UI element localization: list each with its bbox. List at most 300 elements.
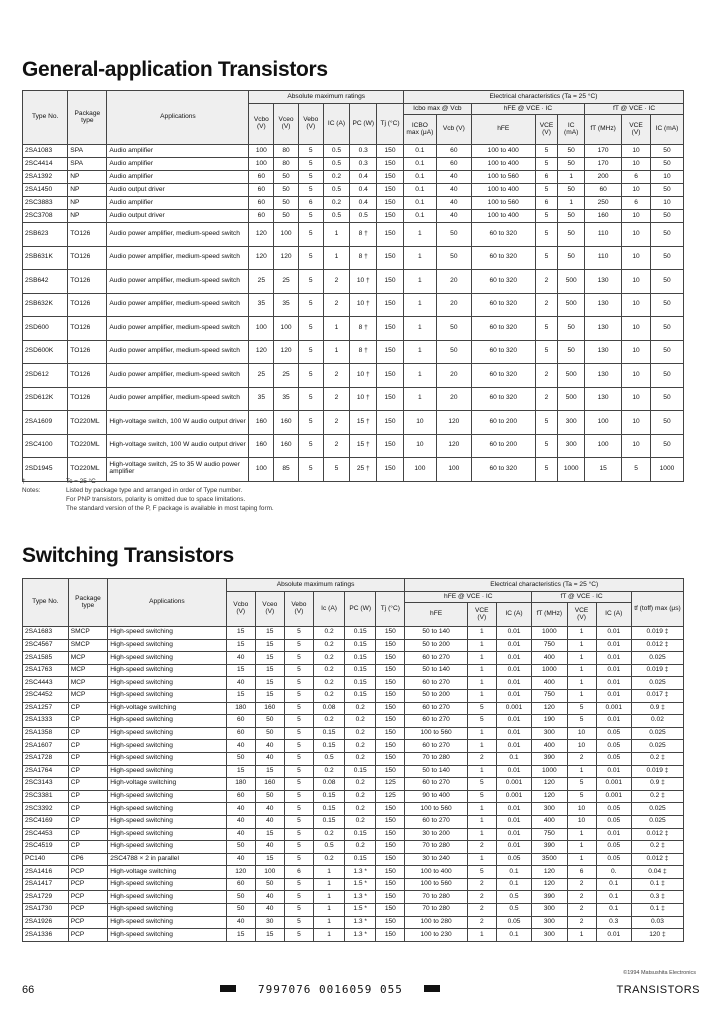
table-cell: 10	[622, 293, 651, 317]
table-cell: SMCP	[68, 639, 107, 652]
table-cell: CP	[68, 778, 107, 791]
table-cell: 2	[535, 387, 558, 411]
table-cell: 2SC4519	[23, 841, 69, 854]
table-cell: Audio output driver	[107, 184, 249, 197]
table-cell: 130	[585, 270, 622, 294]
table-cell: 200	[585, 171, 622, 184]
table-cell: High-speed switching	[108, 740, 226, 753]
table-row	[23, 828, 684, 841]
table-cell: 0.01	[496, 740, 531, 753]
table-cell: 150	[376, 916, 405, 929]
table-row	[23, 853, 684, 866]
col-ft-vce: VCE (V)	[567, 603, 596, 627]
col-hfe-ic: IC (mA)	[558, 115, 585, 145]
table-cell: 2	[467, 752, 496, 765]
table-cell: 50	[226, 891, 255, 904]
table-cell: 60 to 320	[471, 293, 535, 317]
table-row	[23, 929, 684, 942]
table-cell: 150	[377, 223, 404, 247]
table-cell: 8 †	[350, 317, 377, 341]
table-cell: Audio output driver	[107, 210, 249, 223]
table-cell: 50	[650, 293, 683, 317]
table-cell: 0.01	[596, 689, 631, 702]
table-cell: 100 to 230	[405, 929, 467, 942]
table-cell: 100	[255, 866, 284, 879]
col-ft-ic: IC (A)	[596, 603, 631, 627]
table-cell: 0.15	[345, 689, 376, 702]
table-cell: 5	[298, 317, 323, 341]
table-cell: 10	[622, 434, 651, 458]
table-cell: 5	[567, 778, 596, 791]
table-cell: 1	[323, 223, 350, 247]
table-cell: PCP	[68, 916, 107, 929]
table-cell: Audio power amplifier, medium-speed switch	[107, 387, 249, 411]
col-hfe: hFE	[471, 115, 535, 145]
table-cell: 1	[567, 853, 596, 866]
table-cell: 50	[558, 145, 585, 158]
col-ft: fT (MHz)	[585, 115, 622, 145]
table-cell: High-speed switching	[108, 878, 226, 891]
table-cell: 1	[323, 246, 350, 270]
table-cell: High-speed switching	[108, 828, 226, 841]
table-cell: High-speed switching	[108, 689, 226, 702]
table-cell: 1	[467, 815, 496, 828]
table-cell: MCP	[68, 689, 107, 702]
table-cell: 0.08	[313, 778, 344, 791]
col-vcbo: Vcbo (V)	[226, 592, 255, 627]
table-cell: 0.1	[596, 878, 631, 891]
table-cell: 0.2	[313, 677, 344, 690]
table-cell: 60 to 320	[471, 317, 535, 341]
table-cell: 0.05	[596, 727, 631, 740]
table-cell: CP	[68, 715, 107, 728]
table-cell: 0.001	[596, 778, 631, 791]
table-cell: 1	[558, 171, 585, 184]
table-cell: 0.15	[345, 853, 376, 866]
table-cell: 1	[313, 916, 344, 929]
table-cell: 150	[377, 364, 404, 388]
table-cell: 0.019 ‡	[631, 664, 683, 677]
table-cell: 0.01	[496, 627, 531, 640]
table-cell: 160	[249, 434, 274, 458]
table-cell: 0.15	[313, 790, 344, 803]
col-package: Package type	[68, 579, 107, 627]
table-cell: 100	[274, 317, 299, 341]
table-cell: 120	[532, 702, 567, 715]
table-cell: 2SA1728	[23, 752, 69, 765]
table-cell: 5	[284, 765, 313, 778]
table-cell: SMCP	[68, 627, 107, 640]
table-cell: 5	[284, 828, 313, 841]
table-cell: 40	[255, 891, 284, 904]
table-cell: 2SA1336	[23, 929, 69, 942]
table-cell: 300	[532, 727, 567, 740]
table-row	[23, 727, 684, 740]
table-cell: 0.2	[345, 740, 376, 753]
table-cell: 10	[622, 340, 651, 364]
table-cell: High-voltage switch, 100 W audio output driver	[107, 411, 249, 435]
table-cell: 0.2	[345, 727, 376, 740]
table-cell: 5	[535, 184, 558, 197]
table-cell: 5	[284, 916, 313, 929]
table-row	[23, 778, 684, 791]
table-cell: 60 to 270	[405, 715, 467, 728]
table-cell: 150	[376, 715, 405, 728]
table-row	[23, 652, 684, 665]
table-cell: 150	[377, 387, 404, 411]
table-cell: 2SA1926	[23, 916, 69, 929]
table-cell: 0.05	[596, 853, 631, 866]
table-cell: 0.019 ‡	[631, 627, 683, 640]
table-cell: 160	[255, 778, 284, 791]
table-cell: 5	[467, 866, 496, 879]
table-cell: 0.2	[345, 841, 376, 854]
table-cell: 2	[323, 387, 350, 411]
table-cell: 0.05	[496, 853, 531, 866]
table-cell: 120	[532, 790, 567, 803]
table-cell: 0.1	[596, 891, 631, 904]
table-cell: Audio amplifier	[107, 145, 249, 158]
table-cell: 2SD600	[23, 317, 68, 341]
table-cell: 5	[298, 387, 323, 411]
note-line: Notes: Listed by package type and arranged in order of Type number.	[22, 487, 243, 494]
table-cell: 30 to 240	[405, 853, 467, 866]
table-row	[23, 270, 684, 294]
table-cell: 60 to 270	[405, 652, 467, 665]
table-cell: 2SA1417	[23, 878, 69, 891]
table-cell: 2	[323, 270, 350, 294]
table-cell: 5	[535, 223, 558, 247]
table-cell: TO126	[68, 340, 107, 364]
table-cell: 0.2	[345, 815, 376, 828]
table-cell: 1	[467, 828, 496, 841]
col-vcb: Vcb (V)	[436, 115, 471, 145]
table-cell: 150	[377, 340, 404, 364]
table-cell: 60	[249, 171, 274, 184]
table-cell: 1	[403, 223, 436, 247]
table-cell: 0.15	[345, 664, 376, 677]
table-cell: 5	[284, 790, 313, 803]
table-cell: 1	[313, 866, 344, 879]
table-cell: 5	[298, 184, 323, 197]
table-cell: 110	[585, 246, 622, 270]
table-cell: 150	[376, 841, 405, 854]
table-cell: 150	[376, 929, 405, 942]
table-cell: 1	[467, 664, 496, 677]
table-row	[23, 434, 684, 458]
table-row	[23, 677, 684, 690]
table-cell: 0.01	[496, 815, 531, 828]
table-cell: 20	[436, 293, 471, 317]
table-cell: 5	[467, 790, 496, 803]
table-cell: 1	[467, 853, 496, 866]
table-cell: 150	[377, 210, 404, 223]
table-cell: 0.05	[596, 803, 631, 816]
table-cell: 1	[567, 627, 596, 640]
table-cell: 2	[535, 293, 558, 317]
table-row	[23, 740, 684, 753]
table-cell: 130	[585, 387, 622, 411]
table-cell: 70 to 280	[405, 891, 467, 904]
table-cell: 15	[255, 639, 284, 652]
table-cell: 150	[376, 664, 405, 677]
table-cell: PCP	[68, 929, 107, 942]
table-cell: 1.5 *	[345, 878, 376, 891]
table-cell: 100 to 400	[471, 145, 535, 158]
col-group-absolute-max: Absolute maximum ratings	[226, 579, 405, 592]
table-cell: 1	[567, 689, 596, 702]
table-cell: 1	[323, 317, 350, 341]
table-cell: CP6	[68, 853, 107, 866]
table-cell: 2	[567, 916, 596, 929]
table-cell: 5	[298, 434, 323, 458]
table-cell: 10	[622, 317, 651, 341]
table-cell: 100	[249, 158, 274, 171]
table-cell: 120	[249, 246, 274, 270]
table-cell: 60 to 270	[405, 740, 467, 753]
table-row	[23, 627, 684, 640]
table-cell: 0.9 ‡	[631, 778, 683, 791]
table-cell: 1	[403, 270, 436, 294]
table-cell: 0.1	[496, 752, 531, 765]
table-cell: 5	[284, 652, 313, 665]
table-cell: High-speed switching	[108, 752, 226, 765]
table-row	[23, 411, 684, 435]
table-cell: 5	[284, 929, 313, 942]
table-cell: 50	[558, 223, 585, 247]
table-cell: 0.2 ‡	[631, 752, 683, 765]
table-cell: 2SC4443	[23, 677, 69, 690]
table-cell: 5	[323, 458, 350, 482]
table-cell: 1	[313, 904, 344, 917]
table-cell: 85	[274, 458, 299, 482]
table-cell: 100 to 400	[471, 210, 535, 223]
table-cell: 150	[376, 740, 405, 753]
table-cell: 5	[284, 664, 313, 677]
table-cell: 15	[255, 828, 284, 841]
table-cell: 5	[298, 364, 323, 388]
page-number: 66	[22, 984, 35, 996]
table-row	[23, 171, 684, 184]
general-transistor-table	[22, 90, 684, 482]
table-cell: 2SB642	[23, 270, 68, 294]
table-cell: 1.3 *	[345, 866, 376, 879]
table-cell: 100	[436, 458, 471, 482]
table-cell: 35	[249, 387, 274, 411]
table-cell: 1.3 *	[345, 929, 376, 942]
table-cell: 50 to 140	[405, 765, 467, 778]
table-cell: 25	[274, 364, 299, 388]
table-cell: 2SA1763	[23, 664, 69, 677]
table-cell: 0.012 ‡	[631, 828, 683, 841]
table-cell: 2SC4100	[23, 434, 68, 458]
table-cell: High-speed switching	[108, 627, 226, 640]
table-row	[23, 904, 684, 917]
table-cell: 0.2	[345, 702, 376, 715]
table-cell: 25	[249, 270, 274, 294]
table-cell: 1000	[532, 765, 567, 778]
table-cell: 2SA1358	[23, 727, 69, 740]
table-cell: 0.05	[596, 752, 631, 765]
table-row	[23, 246, 684, 270]
table-cell: 390	[532, 891, 567, 904]
table-cell: 15	[255, 664, 284, 677]
table-cell: 5	[284, 841, 313, 854]
table-cell: 40	[436, 171, 471, 184]
table-cell: 150	[377, 184, 404, 197]
table-cell: 2SD612K	[23, 387, 68, 411]
table-cell: 100	[249, 145, 274, 158]
table-row	[23, 639, 684, 652]
table-row	[23, 387, 684, 411]
table-cell: 2SA1392	[23, 171, 68, 184]
table-cell: 60	[226, 878, 255, 891]
table-cell: 15	[255, 627, 284, 640]
table-cell: 5	[298, 223, 323, 247]
table-cell: 15	[255, 652, 284, 665]
col-vceo: Vceo (V)	[255, 592, 284, 627]
table-cell: 50	[650, 340, 683, 364]
table-cell: 60 to 320	[471, 364, 535, 388]
table-cell: 0.1 ‡	[631, 878, 683, 891]
col-hfe-vce: VCE (V)	[535, 115, 558, 145]
table-cell: 40	[255, 815, 284, 828]
table-cell: 160	[274, 434, 299, 458]
table-cell: 5	[284, 803, 313, 816]
table-row	[23, 664, 684, 677]
col-group-electrical: Electrical characteristics (Ta = 25 °C)	[403, 91, 683, 104]
table-cell: 70 to 280	[405, 904, 467, 917]
table-cell: 40	[226, 916, 255, 929]
table-cell: 1	[567, 652, 596, 665]
table-cell: TO220ML	[68, 458, 107, 482]
table-cell: 160	[274, 411, 299, 435]
table-cell: 40	[436, 184, 471, 197]
table-cell: 50	[226, 752, 255, 765]
table-cell: 120	[436, 411, 471, 435]
table-cell: 60 to 320	[471, 246, 535, 270]
table-cell: 0.01	[596, 765, 631, 778]
table-cell: 0.2	[313, 689, 344, 702]
table-cell: 40	[255, 841, 284, 854]
table-cell: 2SC3143	[23, 778, 69, 791]
table-cell: 1	[467, 740, 496, 753]
table-cell: 6	[535, 197, 558, 210]
table-cell: 2SC3708	[23, 210, 68, 223]
table-cell: 190	[532, 715, 567, 728]
table-cell: 390	[532, 752, 567, 765]
table-cell: 0.1	[403, 145, 436, 158]
table-cell: 0.15	[313, 727, 344, 740]
col-vebo: Vebo (V)	[284, 592, 313, 627]
table-cell: 1000	[532, 627, 567, 640]
table-cell: TO126	[68, 246, 107, 270]
table-cell: 0.5	[496, 904, 531, 917]
table-cell: 5	[284, 904, 313, 917]
table-cell: 120	[274, 246, 299, 270]
table-cell: TO220ML	[68, 434, 107, 458]
table-cell: 2SA1729	[23, 891, 69, 904]
table-row	[23, 223, 684, 247]
table-row	[23, 340, 684, 364]
table-cell: 130	[585, 364, 622, 388]
table-cell: 2SC4453	[23, 828, 69, 841]
table-cell: 60 to 320	[471, 458, 535, 482]
table-cell: 0.2 ‡	[631, 841, 683, 854]
table-cell: 0.01	[496, 652, 531, 665]
table-cell: MCP	[68, 677, 107, 690]
table-cell: 500	[558, 293, 585, 317]
table-cell: 100 to 280	[405, 916, 467, 929]
table-cell: 5	[467, 778, 496, 791]
table-cell: 1	[313, 891, 344, 904]
table-cell: 8 †	[350, 223, 377, 247]
table-cell: 10	[567, 727, 596, 740]
table-cell: 10	[622, 246, 651, 270]
table-cell: 20	[436, 387, 471, 411]
table-cell: 35	[249, 293, 274, 317]
table-cell: 2	[535, 270, 558, 294]
table-cell: 0.1	[496, 878, 531, 891]
table-cell: 0.001	[496, 778, 531, 791]
table-cell: 0.2	[313, 652, 344, 665]
table-cell: 150	[376, 891, 405, 904]
switching-transistor-table	[22, 578, 684, 942]
barcode-mark-left	[220, 985, 236, 992]
table-cell: 120	[274, 340, 299, 364]
table-cell: High-speed switching	[108, 904, 226, 917]
table-cell: 0.2	[345, 778, 376, 791]
table-cell: SPA	[68, 145, 107, 158]
table-cell: 15	[255, 689, 284, 702]
table-cell: 0.01	[596, 929, 631, 942]
table-cell: TO126	[68, 293, 107, 317]
table-cell: 40	[255, 904, 284, 917]
col-ft-ic: IC (mA)	[650, 115, 683, 145]
table-cell: 150	[376, 803, 405, 816]
note-line: For PNP transistors, polarity is omitted due to space limitations.	[66, 496, 246, 503]
table-cell: 40	[226, 652, 255, 665]
table-cell: High-speed switching	[108, 652, 226, 665]
table-cell: High-speed switching	[108, 664, 226, 677]
table-cell: 0.5	[323, 145, 350, 158]
table-cell: PCP	[68, 891, 107, 904]
table-cell: 35	[274, 387, 299, 411]
table-cell: 130	[585, 317, 622, 341]
table-cell: 100 to 560	[405, 803, 467, 816]
table-cell: 5	[535, 158, 558, 171]
table-cell: 30 to 200	[405, 828, 467, 841]
table-cell: 2SA1730	[23, 904, 69, 917]
table-cell: 5	[567, 790, 596, 803]
table-cell: 150	[376, 765, 405, 778]
table-cell: 100	[249, 317, 274, 341]
table-cell: 15	[585, 458, 622, 482]
col-hfe-ic: IC (A)	[496, 603, 531, 627]
table-cell: 0.3	[596, 916, 631, 929]
table-cell: 1	[467, 929, 496, 942]
table-cell: 0.01	[596, 652, 631, 665]
table-cell: 60	[249, 197, 274, 210]
table-cell: 15	[226, 664, 255, 677]
table-cell: 50	[650, 184, 683, 197]
table-cell: 0.3	[350, 158, 377, 171]
table-cell: 40	[226, 740, 255, 753]
table-cell: 120	[226, 866, 255, 879]
footer-small-print: ©1994 Matsushita Electronics	[623, 970, 696, 976]
table-cell: 150	[377, 293, 404, 317]
table-cell: 10 †	[350, 270, 377, 294]
